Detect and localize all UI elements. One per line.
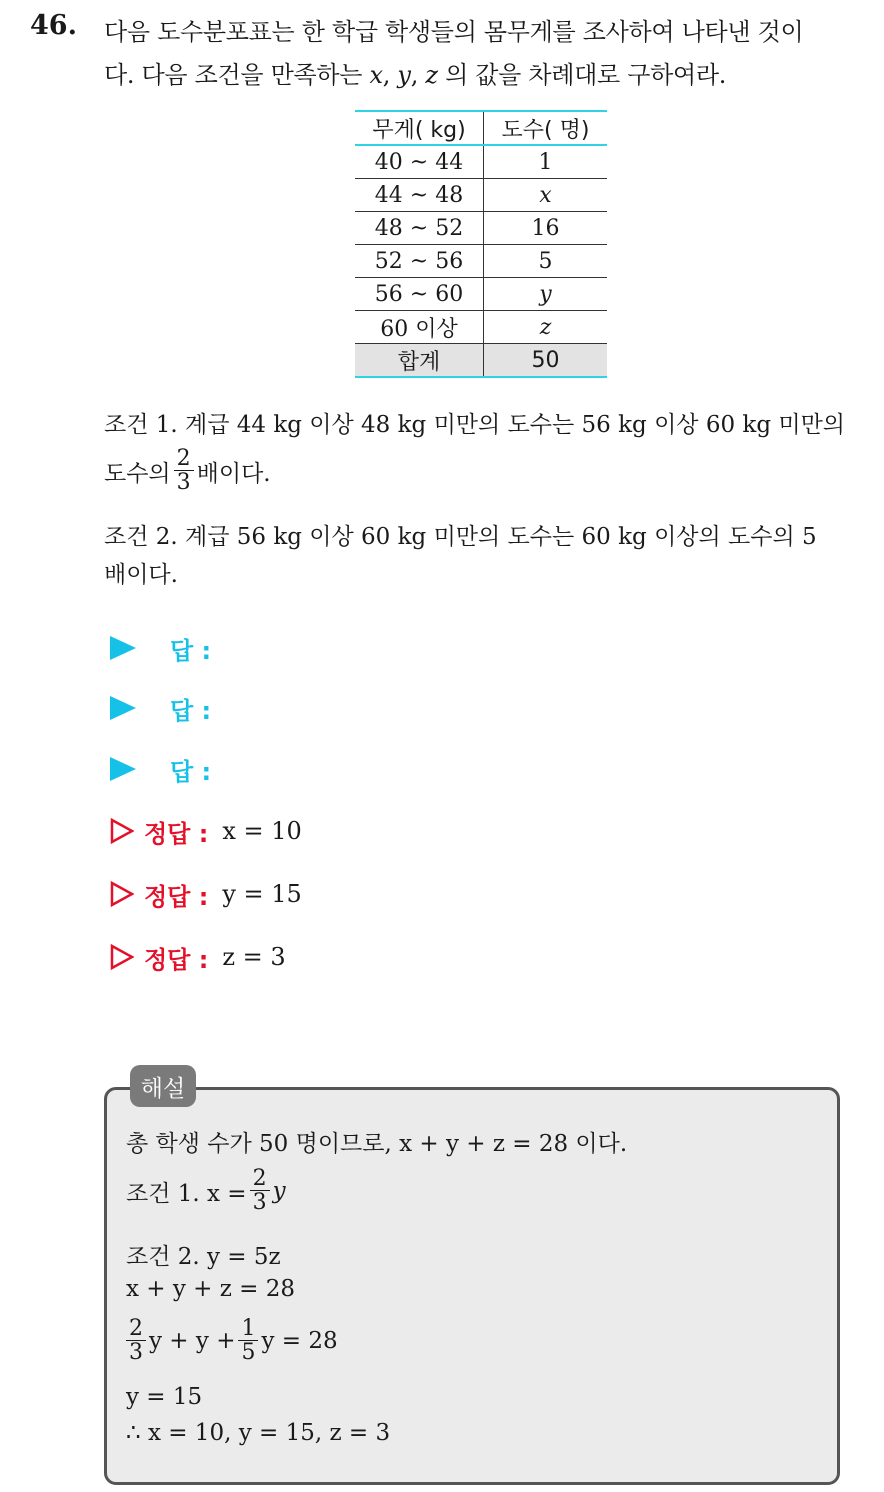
table-total-row: [355, 344, 607, 378]
correct-answer-row: [110, 937, 286, 977]
solution-line-5-post: y = 28: [261, 1328, 338, 1354]
condition-1-line2-post: 배이다.: [196, 460, 271, 487]
answer-blank[interactable]: [110, 688, 211, 728]
correct-answer-value: x = 10: [222, 817, 302, 845]
fraction-denominator: 3: [174, 470, 194, 494]
solution-line-2: [126, 1168, 286, 1214]
fraction-numerator: 1: [241, 1316, 256, 1341]
fraction-denominator: 5: [238, 1340, 258, 1364]
condition-1-line1: 조건 1. 계급 44 kg 이상 48 kg 미만의 도수는 56 kg 이상 60 kg 미만의: [104, 412, 846, 438]
fraction-numerator: 2: [176, 446, 191, 471]
outline-triangle-icon: [110, 944, 134, 970]
fraction-denominator: 3: [126, 1340, 146, 1364]
answer-label: 답 :: [170, 636, 212, 665]
frequency-table: [355, 110, 607, 378]
condition-1-line2-pre: 도수의: [104, 460, 171, 487]
table-header-weight: 무게( kg): [355, 111, 484, 145]
answer-blank[interactable]: [110, 749, 211, 789]
answer-blank[interactable]: [110, 628, 211, 668]
answer-label: 답 :: [170, 757, 212, 786]
table-row: [355, 212, 607, 245]
question-text-line2: 다. 다음 조건을 만족하는 x, y, z 의 값을 차례대로 구하여라.: [104, 61, 727, 89]
question-text-line1: 다음 도수분포표는 한 학급 학생들의 몸무게를 조사하여 나타낸 것이: [104, 18, 804, 46]
var-x: x: [369, 61, 383, 89]
table-cell-frequency: z: [484, 311, 608, 344]
condition-2-line1: 조건 2. 계급 56 kg 이상 60 kg 미만의 도수는 60 kg 이상의 도수의 5: [104, 524, 817, 550]
table-total-value: 50: [484, 344, 608, 378]
fraction-denominator: 3: [250, 1190, 270, 1214]
outline-triangle-icon: [110, 881, 134, 907]
condition-1-line2: [104, 448, 271, 494]
play-triangle-icon: [110, 757, 136, 781]
solution-line-3: 조건 2. y = 5z: [126, 1244, 281, 1270]
table-total-label: 합계: [355, 344, 484, 378]
question-text-line2-post: 의 값을 차례대로 구하여라.: [445, 61, 727, 89]
play-triangle-icon: [110, 636, 136, 660]
question-number: 46.: [30, 10, 77, 41]
solution-line-6: y = 15: [126, 1384, 203, 1410]
fraction-two-thirds: [126, 1318, 146, 1364]
condition-2-line2: 배이다.: [104, 562, 178, 588]
table-header-row: [355, 111, 607, 145]
fraction-two-thirds: [174, 448, 194, 494]
correct-answer-row: [110, 874, 302, 914]
table-row: [355, 179, 607, 212]
table-header-frequency: 도수( 명): [484, 111, 608, 145]
solution-line-7: ∴ x = 10, y = 15, z = 3: [126, 1420, 391, 1446]
table-cell-range: 40 ~ 44: [355, 145, 484, 179]
correct-answer-value: y = 15: [222, 880, 302, 908]
table-cell-range: 60 이상: [355, 311, 484, 344]
fraction-two-thirds: [250, 1168, 270, 1214]
play-triangle-icon: [110, 696, 136, 720]
table-cell-frequency: x: [484, 179, 608, 212]
correct-answer-label: 정답 :: [144, 819, 209, 848]
table-cell-frequency: 5: [484, 245, 608, 278]
correct-answer-label: 정답 :: [144, 882, 209, 911]
table-cell-range: 52 ~ 56: [355, 245, 484, 278]
var-y: y: [397, 61, 411, 89]
solution-line-4: x + y + z = 28: [126, 1276, 296, 1302]
table-cell-range: 48 ~ 52: [355, 212, 484, 245]
answer-label: 답 :: [170, 696, 212, 725]
table-row: [355, 245, 607, 278]
solution-line-5: [126, 1318, 338, 1364]
solution-line-2-post: y: [272, 1178, 286, 1204]
solution-line-2-pre: 조건 1. x =: [126, 1180, 247, 1207]
fraction-numerator: 2: [129, 1316, 143, 1341]
correct-answer-label: 정답 :: [144, 945, 209, 974]
table-cell-frequency: 16: [484, 212, 608, 245]
table-row: [355, 145, 607, 179]
table-cell-frequency: y: [484, 278, 608, 311]
solution-tag: 해설: [130, 1065, 196, 1107]
var-z: z: [425, 61, 438, 89]
fraction-numerator: 2: [252, 1166, 267, 1191]
table-row: [355, 311, 607, 344]
question-text-line2-pre: 다. 다음 조건을 만족하는: [104, 61, 363, 89]
correct-answer-value: z = 3: [222, 943, 286, 971]
fraction-one-fifth: [238, 1318, 258, 1364]
outline-triangle-icon: [110, 818, 134, 844]
correct-answer-row: [110, 811, 302, 851]
solution-line-1: 총 학생 수가 50 명이므로, x + y + z = 28 이다.: [126, 1131, 628, 1157]
table-cell-range: 56 ~ 60: [355, 278, 484, 311]
solution-line-5-mid: y + y +: [149, 1328, 236, 1354]
table-row: [355, 278, 607, 311]
table-cell-range: 44 ~ 48: [355, 179, 484, 212]
table-cell-frequency: 1: [484, 145, 608, 179]
